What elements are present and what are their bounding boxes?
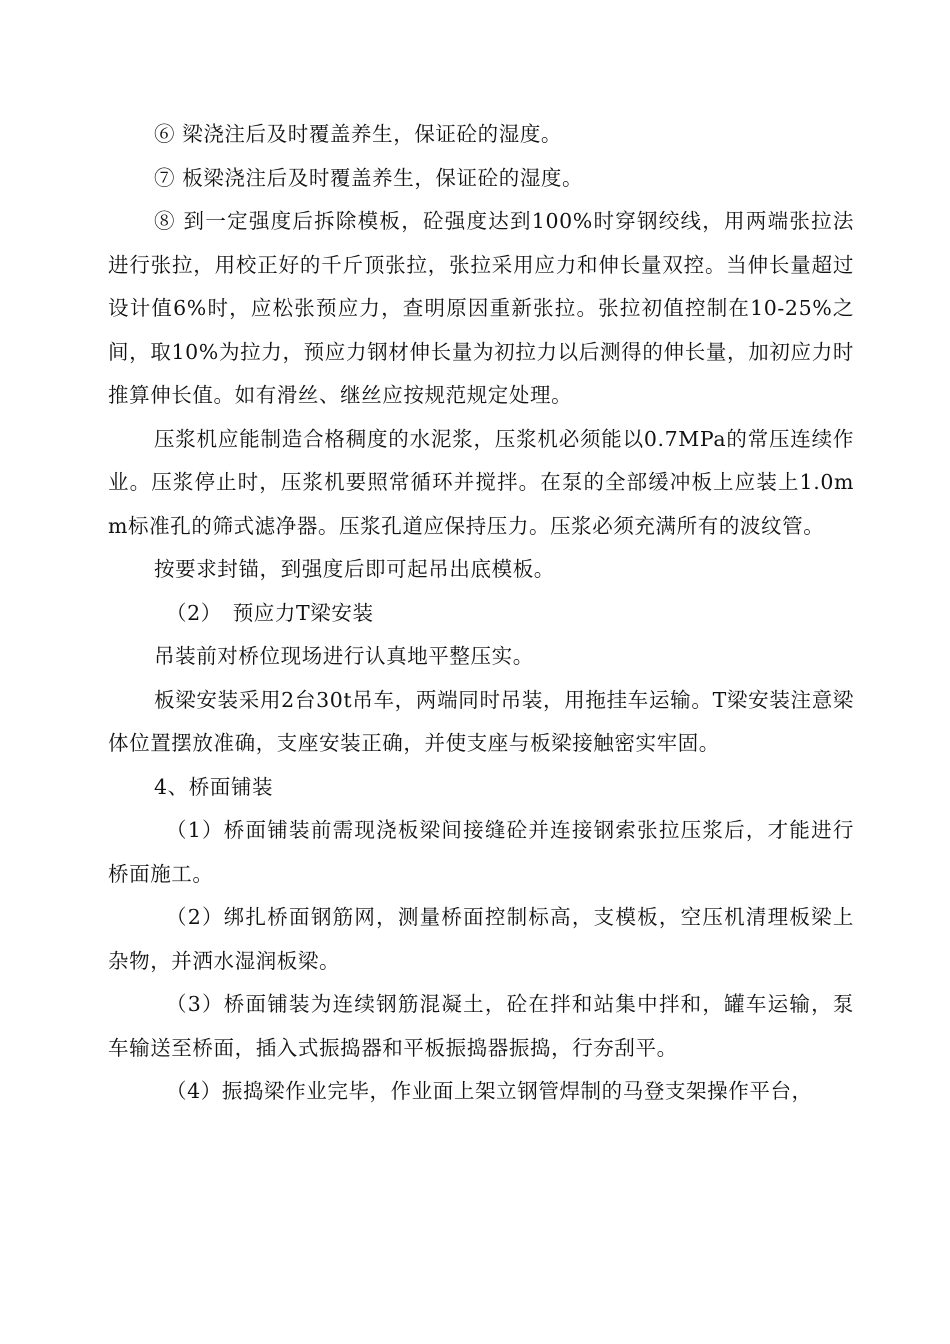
paragraph-deck-step-4: （4）振捣梁作业完毕，作业面上架立钢管焊制的马登支架操作平台， xyxy=(166,1079,813,1103)
paragraph-step-6: ⑥ 梁浇注后及时覆盖养生，保证砼的湿度。 xyxy=(154,122,563,146)
heading-deck-paving: 4、桥面铺装 xyxy=(154,774,274,799)
subheading-t-beam-installation: （2） 预应力T梁安装 xyxy=(166,600,374,625)
paragraph-deck-step-1: （1）桥面铺装前需现浇板梁间接缝砼并连接钢索张拉压浆后，才能进行桥面施工。 xyxy=(108,818,854,886)
paragraph-step-8: ⑧ 到一定强度后拆除模板，砼强度达到100%时穿钢绞线，用两端张拉法进行张拉，用校正好的千斤顶张拉，张拉采用应力和伸长量双控。当伸长量超过设计值6%时，应松张预应力，查明原因重新张拉。张拉初值控制在10-25%之间，取10%为拉力，预应力钢材伸长量为初拉力以后测得的伸长量，加初应力时推算伸长值。如有滑丝、继丝应按规范规定处理。 xyxy=(108,209,854,407)
paragraph-deck-step-3: （3）桥面铺装为连续钢筋混凝土，砼在拌和站集中拌和，罐车运输，泵车输送至桥面，插入式振捣器和平板振捣器振捣，行夯刮平。 xyxy=(108,992,854,1060)
paragraph-grouting: 压浆机应能制造合格稠度的水泥浆，压浆机必须能以0.7MPa的常压连续作业。压浆停止时，压浆机要照常循环并搅拌。在泵的全部缓冲板上应装上1.0mm标准孔的筛式滤净器。压浆孔道应保持压力。压浆必须充满所有的波纹管。 xyxy=(108,426,854,538)
paragraph-step-7: ⑦ 板梁浇注后及时覆盖养生，保证砼的湿度。 xyxy=(154,165,584,190)
paragraph-site-compaction: 吊装前对桥位现场进行认真地平整压实。 xyxy=(154,644,534,668)
paragraph-beam-installation: 板梁安装采用2台30t吊车，两端同时吊装，用拖挂车运输。T梁安装注意梁体位置摆放准确，支座安装正确，并使支座与板梁接触密实牢固。 xyxy=(108,687,854,755)
paragraph-anchor-sealing: 按要求封锚，到强度后即可起吊出底模板。 xyxy=(154,557,555,581)
document-body xyxy=(108,113,854,1114)
paragraph-deck-step-2: （2）绑扎桥面钢筋网，测量桥面控制标高，支模板，空压机清理板梁上杂物，并洒水湿润板梁。 xyxy=(108,905,854,973)
